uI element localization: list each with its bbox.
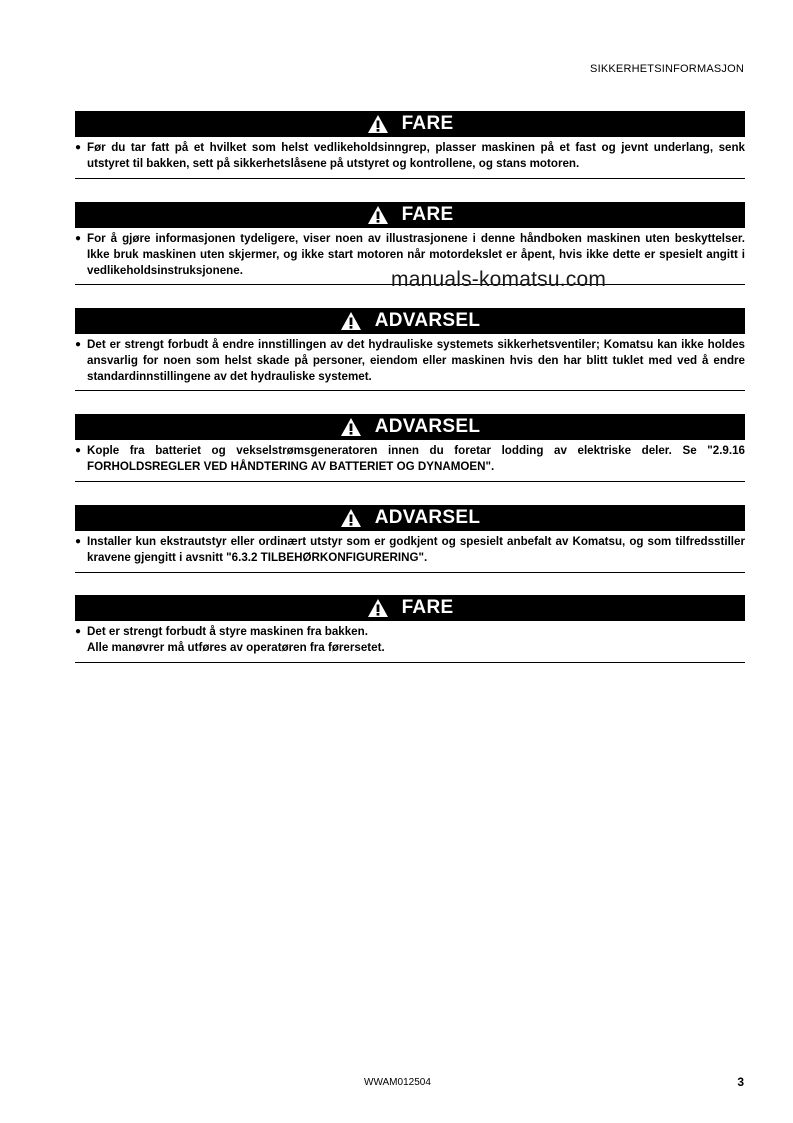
bullet-icon: ● [75, 339, 82, 350]
notice-text: Det er strengt forbudt å styre maskinen fra bakken. [87, 625, 368, 638]
notice-banner [75, 202, 745, 228]
notice-text: Alle manøvrer må utføres av operatøren fra førersetet. [87, 640, 385, 654]
warning-triangle-icon [340, 417, 362, 437]
notice-text: Kople fra batteriet og vekselstrømsgeneratoren innen du foretar lodding av elektriske deler. Se "2.9.16 FORHOLDSREGLER VED HÅNDTERING AV BATTERIET OG DYNAMOEN". [87, 444, 745, 473]
notice-banner [75, 595, 745, 621]
bullet-icon: ● [75, 445, 82, 456]
warning-triangle-icon [340, 311, 362, 331]
notice-title: FARE [401, 204, 454, 225]
watermark: manuals-komatsu.com [391, 268, 607, 291]
notice-title: ADVARSEL [374, 310, 481, 331]
notice-banner [75, 505, 745, 531]
notice-text: Før du tar fatt på et hvilket som helst vedlikeholdsinngrep, plasser maskinen på et fast og jevnt underlang, senk utstyret til bakken, sett på sikkerhetslåsene på utstyret og kontrollene, og stans motoren. [87, 141, 745, 170]
notice-text: Installer kun ekstrautstyr eller ordinært utstyr som er godkjent og spesielt anbefalt av Komatsu, og som tilfredsstiller kravene gjengitt i avsnitt "6.3.2 TILBEHØRKONFIGURERING". [87, 535, 745, 564]
notice-text: For å gjøre informasjonen tydeligere, viser noen av illustrasjonene i denne håndboken maskinen uten beskyttelser. Ikke bruk maskinen uten skjermer, og ikke start motoren når motordekslet er åpent, hvis ikke dette er spesielt angitt i vedlikeholdsinstruksjonene. [87, 232, 745, 277]
warning-notice [75, 505, 745, 573]
notice-body [75, 440, 745, 481]
notice-title: ADVARSEL [374, 507, 481, 528]
document-code: WWAM012504 [364, 1077, 431, 1088]
danger-notice [75, 111, 745, 179]
notice-title: ADVARSEL [374, 416, 481, 437]
notice-banner [75, 111, 745, 137]
warning-triangle-icon [367, 205, 389, 225]
notice-body [75, 334, 745, 390]
bullet-icon: ● [75, 626, 82, 637]
notice-title: FARE [401, 597, 454, 618]
warning-triangle-icon [367, 114, 389, 134]
danger-notice [75, 595, 745, 663]
warning-notice [75, 308, 745, 391]
notice-banner [75, 414, 745, 440]
notice-body [75, 621, 745, 662]
warning-triangle-icon [340, 508, 362, 528]
section-title: SIKKERHETSINFORMASJON [590, 63, 744, 75]
notice-body [75, 137, 745, 178]
warning-triangle-icon [367, 598, 389, 618]
notice-title: FARE [401, 113, 454, 134]
bullet-icon: ● [75, 233, 82, 244]
page-number: 3 [737, 1075, 744, 1089]
warning-notice [75, 414, 745, 482]
notice-body [75, 531, 745, 572]
notice-text: Det er strengt forbudt å endre innstillingen av det hydrauliske systemets sikkerhetsventiler; Komatsu kan ikke holdes ansvarlig for noen som helst skade på personer, eiendom eller maskinen hvis den har blitt tuklet med ved å endre standardinnstillingene av det hydrauliske systemet. [87, 338, 745, 383]
notice-banner [75, 308, 745, 334]
bullet-icon: ● [75, 142, 82, 153]
bullet-icon: ● [75, 536, 82, 547]
